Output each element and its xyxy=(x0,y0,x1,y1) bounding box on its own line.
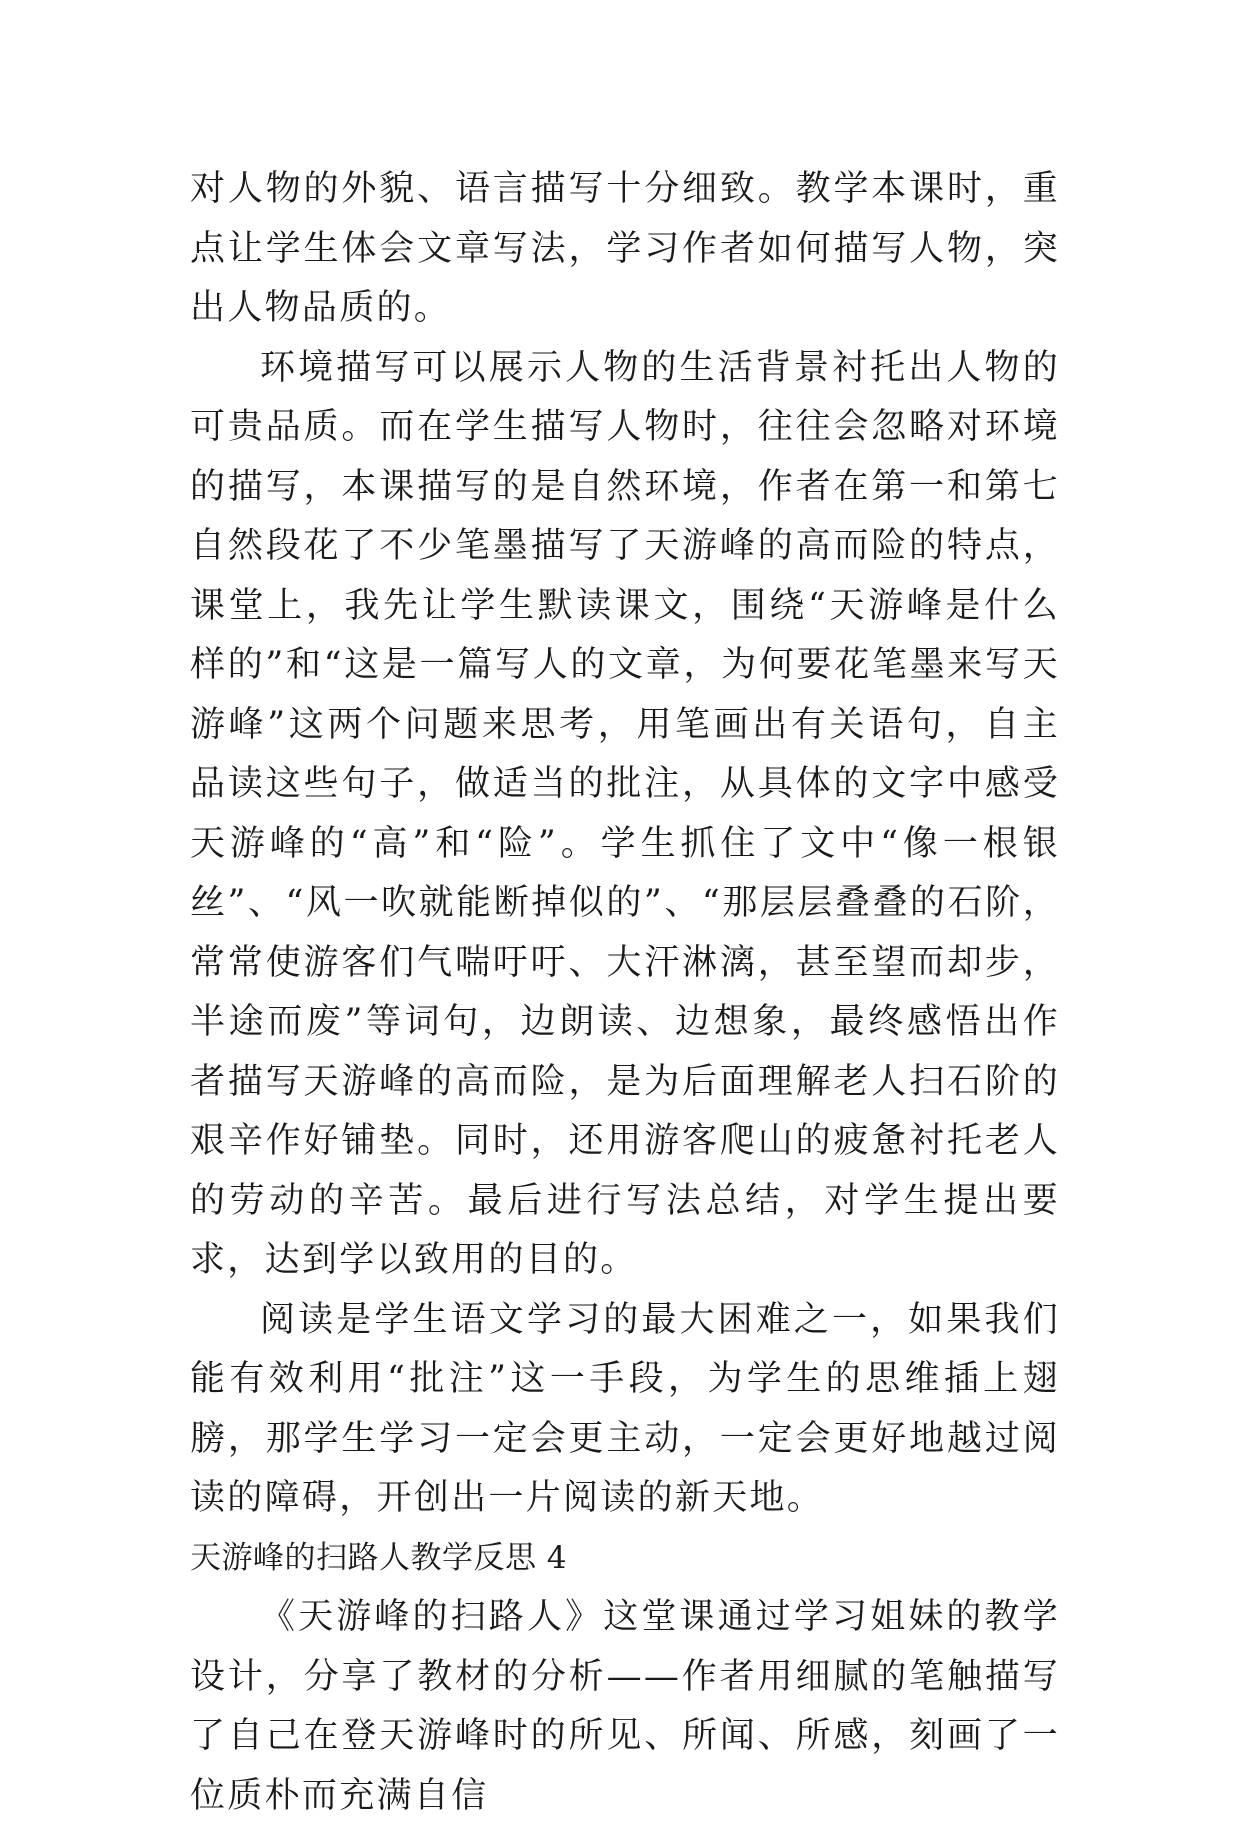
document-body xyxy=(190,160,1060,1826)
section-heading: 天游峰的扫路人教学反思 4 xyxy=(190,1539,568,1576)
paragraph-reading-annotation: 阅读是学生语文学习的最大困难之一，如果我们能有效利用“批注”这一手段，为学生的思维插上翅膀，那学生学习一定会更主动，一定会更好地越过阅读的障碍，开创出一片阅读的新天地。 xyxy=(190,1299,1060,1518)
paragraph-continuation: 对人物的外貌、语言描写十分细致。教学本课时，重点让学生体会文章写法，学习作者如何描写人物，突出人物品质的。 xyxy=(190,169,1060,328)
paragraph-environment-description: 环境描写可以展示人物的生活背景衬托出人物的可贵品质。而在学生描写人物时，往往会忽略对环境的描写，本课描写的是自然环境，作者在第一和第七自然段花了不少笔墨描写了天游峰的高而险的特点，课堂上，我先让学生默读课文，围绕“天游峰是什么样的”和“这是一篇写人的文章，为何要花笔墨来写天游峰”这两个问题来思考，用笔画出有关语句，自主品读这些句子，做适当的批注，从具体的文字中感受天游峰的“高”和“险”。学生抓住了文中“像一根银丝”、“风一吹就能断掉似的”、“那层层叠叠的石阶，常常使游客们气喘吁吁、大汗淋漓，甚至望而却步，半途而废”等词句，边朗读、边想象，最终感悟出作者描写天游峰的高而险，是为后面理解老人扫石阶的艰辛作好铺垫。同时，还用游客爬山的疲惫衬托老人的劳动的辛苦。最后进行写法总结，对学生提出要求，达到学以致用的目的。 xyxy=(190,347,1060,1280)
paragraph-reflection-4: 《天游峰的扫路人》这堂课通过学习姐妹的教学设计，分享了教材的分析——作者用细腻的笔触描写了自己在登天游峰时的所见、所闻、所感，刻画了一位质朴而充满自信 xyxy=(190,1597,1060,1816)
